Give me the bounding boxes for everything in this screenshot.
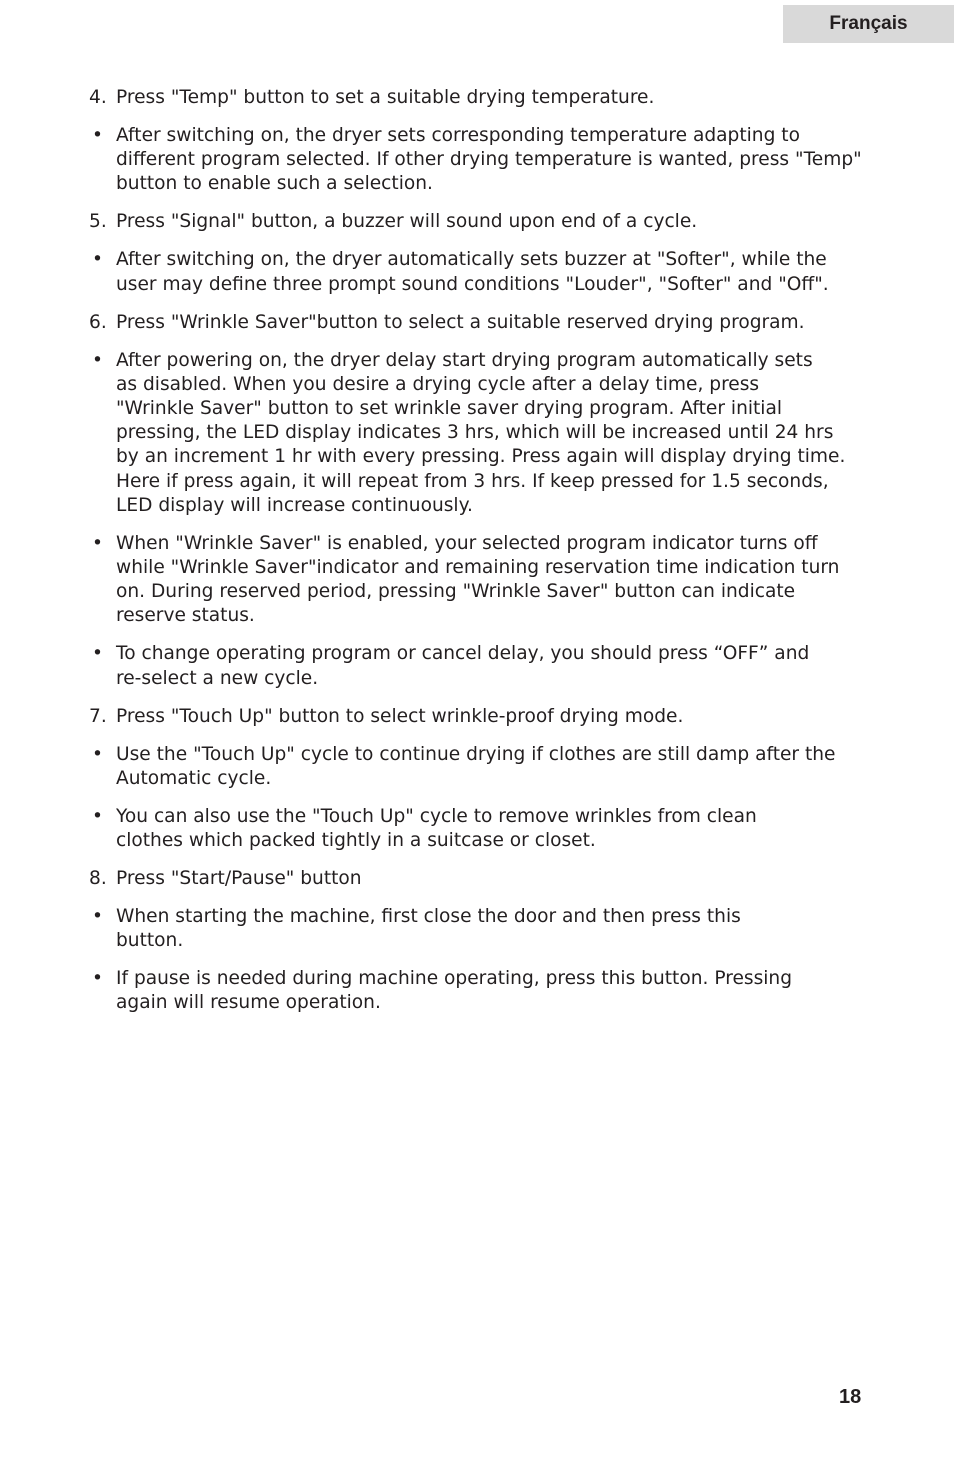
step-item [89, 705, 879, 729]
text-line: by an increment 1 hr with every pressing. Press again will display drying time. [116, 446, 846, 468]
text-line: reserve status. [116, 605, 255, 627]
item-text [116, 805, 879, 853]
step-number: 7. [89, 705, 107, 727]
step-number: 8. [89, 868, 107, 890]
text-line: Press "Touch Up" button to select wrinkle-proof drying mode. [116, 705, 684, 727]
item-text [116, 86, 879, 110]
text-line: Use the "Touch Up" cycle to continue drying if clothes are still damp after the [116, 743, 836, 765]
text-line: again will resume operation. [116, 992, 381, 1014]
bullet-marker: • [92, 349, 103, 371]
item-text [116, 248, 879, 296]
text-line: Automatic cycle. [116, 767, 272, 789]
step-item [89, 86, 879, 110]
bullet-marker: • [92, 125, 103, 146]
text-line: button. [116, 930, 184, 952]
text-line: When "Wrinkle Saver" is enabled, your selected program indicator turns off [116, 532, 818, 554]
bullet-item [89, 349, 879, 518]
bullet-item [89, 532, 879, 629]
text-line: Press "Signal" button, a buzzer will sound upon end of a cycle. [116, 211, 698, 233]
text-line: If pause is needed during machine operating, press this button. Pressing [116, 968, 793, 990]
text-line: button to enable such a selection. [116, 173, 433, 195]
item-text [116, 642, 879, 690]
item-text [116, 967, 879, 1015]
text-line: After switching on, the dryer automatically sets buzzer at "Softer", while the [116, 249, 827, 271]
bullet-marker: • [92, 805, 103, 827]
bullet-marker: • [92, 643, 103, 665]
text-line: Press "Temp" button to set a suitable drying temperature. [116, 87, 655, 108]
text-line: After switching on, the dryer sets corresponding temperature adapting to [116, 125, 800, 146]
text-line: After powering on, the dryer delay start drying program automatically sets [116, 349, 813, 371]
step-number: 4. [89, 87, 107, 108]
text-line: as disabled. When you desire a drying cycle after a delay time, press [116, 373, 760, 395]
page-number: 18 [839, 1386, 862, 1408]
text-line: Here if press again, it will repeat from 3 hrs. If keep pressed for 1.5 seconds, [116, 470, 829, 492]
bullet-item [89, 905, 879, 953]
bullet-marker: • [92, 743, 103, 765]
item-text [116, 867, 879, 891]
item-text [116, 349, 879, 518]
item-text [116, 532, 879, 629]
text-line: LED display will increase continuously. [116, 494, 473, 516]
text-line: When starting the machine, first close the door and then press this [116, 906, 741, 928]
item-text [116, 311, 879, 335]
text-line: while "Wrinkle Saver"indicator and remaining reservation time indication turn [116, 557, 840, 579]
bullet-marker: • [92, 249, 103, 271]
item-text [116, 743, 879, 791]
instructions-list [89, 86, 879, 1029]
bullet-marker: • [92, 906, 103, 928]
bullet-marker: • [92, 532, 103, 554]
step-number: 5. [89, 211, 107, 233]
text-line: You can also use the "Touch Up" cycle to remove wrinkles from clean [116, 805, 757, 827]
text-line: "Wrinkle Saver" button to set wrinkle saver drying program. After initial [116, 398, 783, 420]
step-item [89, 210, 879, 234]
step-item [89, 867, 879, 891]
bullet-marker: • [92, 968, 103, 990]
item-text [116, 905, 879, 953]
item-text [116, 705, 879, 729]
bullet-item [89, 642, 879, 690]
step-number: 6. [89, 311, 107, 333]
text-line: To change operating program or cancel delay, you should press “OFF” and [116, 643, 810, 665]
text-line: Press "Start/Pause" button [116, 868, 362, 890]
text-line: re-select a new cycle. [116, 667, 319, 689]
bullet-item [89, 743, 879, 791]
text-line: clothes which packed tightly in a suitcase or closet. [116, 830, 596, 852]
bullet-item [89, 805, 879, 853]
bullet-item [89, 967, 879, 1015]
text-line: different program selected. If other drying temperature is wanted, press "Temp" [116, 149, 862, 171]
item-text [116, 210, 879, 234]
bullet-item [89, 248, 879, 296]
step-item [89, 311, 879, 335]
language-tab: Français [783, 5, 954, 43]
text-line: Press "Wrinkle Saver"button to select a suitable reserved drying program. [116, 311, 805, 333]
text-line: on. During reserved period, pressing "Wrinkle Saver" button can indicate [116, 581, 796, 603]
bullet-item [89, 124, 879, 197]
text-line: user may define three prompt sound conditions "Louder", "Softer" and "Off". [116, 273, 829, 295]
item-text [116, 124, 879, 197]
text-line: pressing, the LED display indicates 3 hrs, which will be increased until 24 hrs [116, 422, 834, 444]
